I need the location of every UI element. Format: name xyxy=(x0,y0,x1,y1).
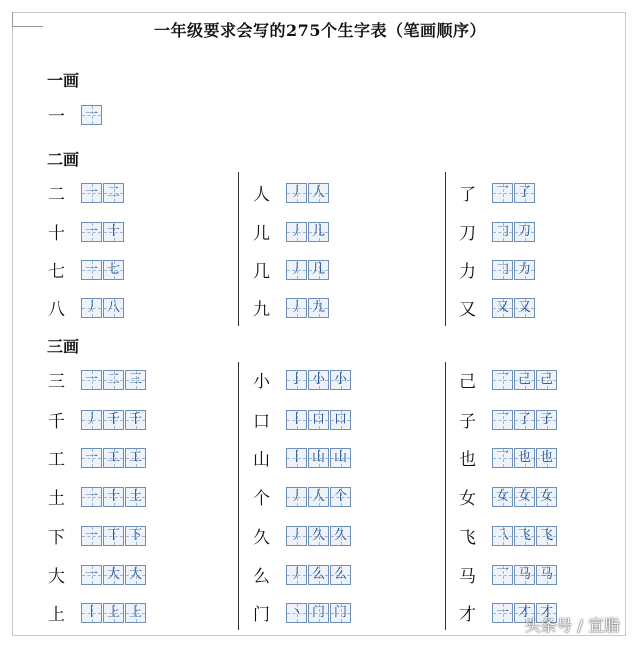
stroke-step-box xyxy=(286,565,307,585)
stroke-step-box xyxy=(125,565,146,585)
stroke-step-glyph: 马 xyxy=(517,567,531,582)
stroke-step-box xyxy=(536,526,557,546)
stroke-step-glyph: 一 xyxy=(84,107,98,122)
stroke-step-box xyxy=(308,603,329,623)
stroke-step-glyph: 丅 xyxy=(106,528,120,543)
stroke-order-grid xyxy=(492,565,558,585)
stroke-step-glyph: 𠃌 xyxy=(495,262,509,277)
stroke-step-glyph: 么 xyxy=(333,567,347,582)
character-c3_4: 土 xyxy=(48,489,65,509)
stroke-order-grid xyxy=(286,298,330,318)
stroke-step-glyph: 几 xyxy=(311,262,325,277)
stroke-order-grid xyxy=(81,105,103,125)
stroke-step-glyph: 久 xyxy=(311,528,325,543)
stroke-step-box xyxy=(103,448,124,468)
stroke-step-box xyxy=(492,565,513,585)
stroke-step-glyph: 儿 xyxy=(311,224,325,239)
stroke-step-glyph: 丿 xyxy=(289,528,303,543)
stroke-step-box xyxy=(308,487,329,507)
stroke-step-box xyxy=(492,183,513,203)
character-c3_19: 飞 xyxy=(459,528,476,548)
stroke-step-box xyxy=(125,526,146,546)
stroke-order-grid xyxy=(81,565,147,585)
stroke-step-glyph: 力 xyxy=(517,262,531,277)
stroke-step-box xyxy=(514,222,535,242)
stroke-step-box xyxy=(308,222,329,242)
stroke-step-box xyxy=(125,487,146,507)
character-c2_11: 力 xyxy=(459,262,476,282)
stroke-step-box xyxy=(286,183,307,203)
stroke-step-glyph: 子 xyxy=(539,412,553,427)
character-c3_17: 也 xyxy=(459,450,476,470)
stroke-step-box xyxy=(81,565,102,585)
character-c2_6: 儿 xyxy=(253,224,270,244)
stroke-step-glyph: 丿 xyxy=(84,300,98,315)
stroke-order-grid xyxy=(81,183,125,203)
stroke-step-box xyxy=(103,565,124,585)
stroke-step-box xyxy=(330,370,351,390)
stroke-step-glyph: 也 xyxy=(517,450,531,465)
stroke-step-glyph: 己 xyxy=(539,372,553,387)
stroke-step-box xyxy=(308,410,329,430)
stroke-step-glyph: 八 xyxy=(106,300,120,315)
stroke-step-glyph: 丿 xyxy=(289,262,303,277)
character-c3_16: 子 xyxy=(459,412,476,432)
stroke-step-box xyxy=(81,487,102,507)
stroke-step-box xyxy=(125,370,146,390)
stroke-step-glyph: 了 xyxy=(517,185,531,200)
stroke-step-box xyxy=(125,448,146,468)
stroke-step-glyph: 丨 xyxy=(289,450,303,465)
stroke-step-glyph: 乛 xyxy=(495,185,509,200)
stroke-order-grid xyxy=(81,298,125,318)
stroke-step-glyph: 山 xyxy=(311,450,325,465)
stroke-step-box xyxy=(81,105,102,125)
character-c3_6: 大 xyxy=(48,567,65,587)
character-c2_10: 刀 xyxy=(459,224,476,244)
character-c3_1: 三 xyxy=(48,372,65,392)
stroke-step-glyph: 人 xyxy=(311,185,325,200)
stroke-step-box xyxy=(103,260,124,280)
stroke-step-glyph: 人 xyxy=(311,489,325,504)
stroke-step-glyph: 门 xyxy=(311,605,325,620)
character-c3_18: 女 xyxy=(459,489,476,509)
stroke-step-box xyxy=(286,260,307,280)
stroke-step-glyph: 九 xyxy=(311,300,325,315)
stroke-step-glyph: 口 xyxy=(311,412,325,427)
stroke-order-grid xyxy=(286,603,352,623)
stroke-step-box xyxy=(330,410,351,430)
stroke-step-box xyxy=(330,448,351,468)
stroke-step-glyph: 土 xyxy=(128,489,142,504)
stroke-order-grid xyxy=(492,183,536,203)
stroke-step-box xyxy=(536,448,557,468)
column-divider xyxy=(445,362,446,630)
stroke-step-glyph: 乁 xyxy=(495,528,509,543)
stroke-step-box xyxy=(103,410,124,430)
stroke-step-glyph: 大 xyxy=(128,567,142,582)
stroke-step-glyph: 门 xyxy=(333,605,347,620)
character-c2_5: 人 xyxy=(253,185,270,205)
stroke-step-glyph: 己 xyxy=(517,372,531,387)
stroke-step-glyph: 丿 xyxy=(289,567,303,582)
stroke-step-box xyxy=(81,603,102,623)
stroke-order-grid xyxy=(81,260,125,280)
stroke-step-box xyxy=(308,370,329,390)
stroke-step-glyph: 乛 xyxy=(495,412,509,427)
character-c3_5: 下 xyxy=(48,528,65,548)
character-c3_11: 个 xyxy=(253,489,270,509)
stroke-step-glyph: 十 xyxy=(106,489,120,504)
character-c2_9: 了 xyxy=(459,185,476,205)
stroke-step-glyph: 又 xyxy=(495,300,509,315)
character-c2_1: 二 xyxy=(48,185,65,205)
character-c1: 一 xyxy=(48,107,65,127)
stroke-step-glyph: 小 xyxy=(333,372,347,387)
stroke-step-glyph: 工 xyxy=(128,450,142,465)
stroke-order-grid xyxy=(492,370,558,390)
stroke-step-glyph: 山 xyxy=(333,450,347,465)
stroke-step-box xyxy=(286,526,307,546)
stroke-step-glyph: 也 xyxy=(539,450,553,465)
character-c3_14: 门 xyxy=(253,605,270,625)
stroke-step-glyph: 二 xyxy=(106,372,120,387)
stroke-order-grid xyxy=(492,526,558,546)
stroke-step-glyph: 女 xyxy=(495,489,509,504)
stroke-step-box xyxy=(308,298,329,318)
stroke-step-glyph: 丿 xyxy=(289,185,303,200)
stroke-step-box xyxy=(125,603,146,623)
stroke-step-box xyxy=(330,603,351,623)
stroke-step-box xyxy=(103,487,124,507)
stroke-order-grid xyxy=(492,410,558,430)
section-heading-1-stroke: 一画 xyxy=(47,71,80,90)
stroke-step-box xyxy=(536,410,557,430)
stroke-step-glyph: 二 xyxy=(106,185,120,200)
stroke-step-glyph: 丿 xyxy=(289,489,303,504)
character-c2_4: 八 xyxy=(48,300,65,320)
stroke-step-box xyxy=(103,526,124,546)
section-heading-2-strokes: 二画 xyxy=(47,150,80,169)
stroke-step-box xyxy=(286,222,307,242)
stroke-step-box xyxy=(125,410,146,430)
stroke-step-glyph: 飞 xyxy=(517,528,531,543)
stroke-step-box xyxy=(81,370,102,390)
stroke-step-glyph: 一 xyxy=(84,224,98,239)
stroke-step-glyph: 刀 xyxy=(517,224,531,239)
character-c3_10: 山 xyxy=(253,450,270,470)
stroke-step-glyph: 丶 xyxy=(289,605,303,620)
stroke-step-glyph: 丨 xyxy=(289,412,303,427)
watermark: 头条号 / 宣脂 xyxy=(524,616,620,635)
stroke-step-box xyxy=(492,526,513,546)
stroke-order-grid xyxy=(286,222,330,242)
character-c3_7: 上 xyxy=(48,605,65,625)
stroke-step-glyph: 么 xyxy=(311,567,325,582)
stroke-step-glyph: 三 xyxy=(128,372,142,387)
column-divider xyxy=(238,362,239,630)
stroke-step-glyph: 𠃌 xyxy=(495,224,509,239)
stroke-order-grid xyxy=(286,448,352,468)
character-c2_3: 七 xyxy=(48,262,65,282)
character-c3_9: 口 xyxy=(253,412,270,432)
character-c3_12: 久 xyxy=(253,528,270,548)
stroke-step-box xyxy=(536,487,557,507)
column-divider xyxy=(238,172,239,326)
stroke-step-glyph: 一 xyxy=(84,489,98,504)
character-c2_8: 九 xyxy=(253,300,270,320)
stroke-step-box xyxy=(514,183,535,203)
stroke-step-box xyxy=(81,260,102,280)
stroke-step-glyph: 一 xyxy=(84,450,98,465)
stroke-step-box xyxy=(286,370,307,390)
stroke-step-box xyxy=(514,565,535,585)
stroke-order-grid xyxy=(492,298,536,318)
stroke-step-box xyxy=(103,370,124,390)
stroke-order-grid xyxy=(492,448,558,468)
stroke-step-glyph: 下 xyxy=(128,528,142,543)
stroke-order-grid xyxy=(81,603,147,623)
stroke-order-grid xyxy=(286,487,352,507)
stroke-step-box xyxy=(492,298,513,318)
stroke-step-box xyxy=(492,410,513,430)
character-c3_2: 千 xyxy=(48,412,65,432)
stroke-step-box xyxy=(492,603,513,623)
stroke-step-box xyxy=(308,448,329,468)
stroke-step-glyph: 马 xyxy=(539,567,553,582)
stroke-step-glyph: 一 xyxy=(84,528,98,543)
character-c3_3: 工 xyxy=(48,450,65,470)
stroke-step-box xyxy=(514,370,535,390)
stroke-step-glyph: 飞 xyxy=(539,528,553,543)
stroke-order-grid xyxy=(286,410,352,430)
stroke-step-glyph: 一 xyxy=(84,262,98,277)
stroke-step-box xyxy=(330,487,351,507)
stroke-step-box xyxy=(330,526,351,546)
stroke-step-glyph: 一 xyxy=(84,372,98,387)
character-c3_13: 么 xyxy=(253,567,270,587)
stroke-order-grid xyxy=(81,370,147,390)
stroke-order-grid xyxy=(286,370,352,390)
stroke-step-box xyxy=(330,565,351,585)
stroke-step-box xyxy=(514,410,535,430)
stroke-step-box xyxy=(492,222,513,242)
character-c3_8: 小 xyxy=(253,372,270,392)
stroke-order-grid xyxy=(492,487,558,507)
stroke-step-glyph: 乛 xyxy=(495,372,509,387)
stroke-step-glyph: 又 xyxy=(517,300,531,315)
stroke-step-glyph: 久 xyxy=(333,528,347,543)
stroke-step-glyph: 千 xyxy=(106,412,120,427)
stroke-order-grid xyxy=(492,260,536,280)
stroke-step-glyph: 才 xyxy=(517,605,531,620)
stroke-step-box xyxy=(514,298,535,318)
stroke-step-glyph: 女 xyxy=(539,489,553,504)
stroke-step-glyph: 一 xyxy=(84,567,98,582)
stroke-step-glyph: 口 xyxy=(333,412,347,427)
stroke-step-glyph: 丿 xyxy=(289,224,303,239)
stroke-step-box xyxy=(308,565,329,585)
stroke-order-grid xyxy=(81,448,147,468)
stroke-order-grid xyxy=(286,183,330,203)
stroke-step-box xyxy=(286,410,307,430)
stroke-order-grid xyxy=(286,565,352,585)
stroke-step-glyph: 了 xyxy=(517,412,531,427)
stroke-step-box xyxy=(81,448,102,468)
character-c3_15: 己 xyxy=(459,372,476,392)
stroke-step-glyph: 上 xyxy=(106,605,120,620)
stroke-step-glyph: 上 xyxy=(128,605,142,620)
stroke-step-box xyxy=(81,222,102,242)
section-heading-3-strokes: 三画 xyxy=(47,337,80,356)
stroke-step-glyph: 丨 xyxy=(84,605,98,620)
stroke-step-box xyxy=(103,183,124,203)
stroke-step-glyph: 一 xyxy=(84,185,98,200)
stroke-step-box xyxy=(81,526,102,546)
stroke-step-glyph: 亅 xyxy=(289,372,303,387)
stroke-step-glyph: 女 xyxy=(517,489,531,504)
stroke-step-glyph: 乛 xyxy=(495,567,509,582)
character-c2_12: 又 xyxy=(459,300,476,320)
stroke-step-box xyxy=(514,526,535,546)
stroke-order-grid xyxy=(492,222,536,242)
stroke-order-grid xyxy=(81,487,147,507)
stroke-step-box xyxy=(492,448,513,468)
stroke-step-glyph: 大 xyxy=(106,567,120,582)
stroke-step-box xyxy=(286,298,307,318)
stroke-step-box xyxy=(308,183,329,203)
stroke-step-box xyxy=(81,183,102,203)
stroke-order-grid xyxy=(286,526,352,546)
stroke-step-glyph: 才 xyxy=(539,605,553,620)
stroke-order-grid xyxy=(81,222,125,242)
stroke-step-box xyxy=(514,260,535,280)
stroke-step-glyph: 一 xyxy=(495,605,509,620)
stroke-step-box xyxy=(286,448,307,468)
stroke-step-glyph: 个 xyxy=(333,489,347,504)
character-c3_21: 才 xyxy=(459,605,476,625)
stroke-order-grid xyxy=(81,410,147,430)
stroke-step-box xyxy=(492,487,513,507)
stroke-step-box xyxy=(103,222,124,242)
stroke-step-box xyxy=(514,448,535,468)
stroke-step-glyph: 十 xyxy=(106,224,120,239)
stroke-step-box xyxy=(81,298,102,318)
stroke-step-box xyxy=(492,370,513,390)
stroke-step-box xyxy=(286,603,307,623)
stroke-step-glyph: 丿 xyxy=(289,300,303,315)
stroke-step-glyph: 七 xyxy=(106,262,120,277)
stroke-step-box xyxy=(81,410,102,430)
stroke-step-box xyxy=(103,603,124,623)
character-c3_20: 马 xyxy=(459,567,476,587)
stroke-step-box xyxy=(308,526,329,546)
stroke-step-box xyxy=(103,298,124,318)
stroke-step-glyph: 丿 xyxy=(84,412,98,427)
stroke-step-box xyxy=(536,565,557,585)
stroke-step-glyph: 千 xyxy=(128,412,142,427)
column-divider xyxy=(445,172,446,326)
stroke-order-grid xyxy=(286,260,330,280)
stroke-step-glyph: 工 xyxy=(106,450,120,465)
page-title: 一年级要求会写的275个生字表（笔画顺序） xyxy=(154,21,486,40)
stroke-order-grid xyxy=(81,526,147,546)
stroke-step-box xyxy=(514,487,535,507)
stroke-step-glyph: 小 xyxy=(311,372,325,387)
stroke-step-box xyxy=(286,487,307,507)
stroke-step-box xyxy=(536,370,557,390)
stroke-step-box xyxy=(308,260,329,280)
character-c2_2: 十 xyxy=(48,224,65,244)
character-c2_7: 几 xyxy=(253,262,270,282)
stroke-step-glyph: 乛 xyxy=(495,450,509,465)
stroke-step-box xyxy=(492,260,513,280)
